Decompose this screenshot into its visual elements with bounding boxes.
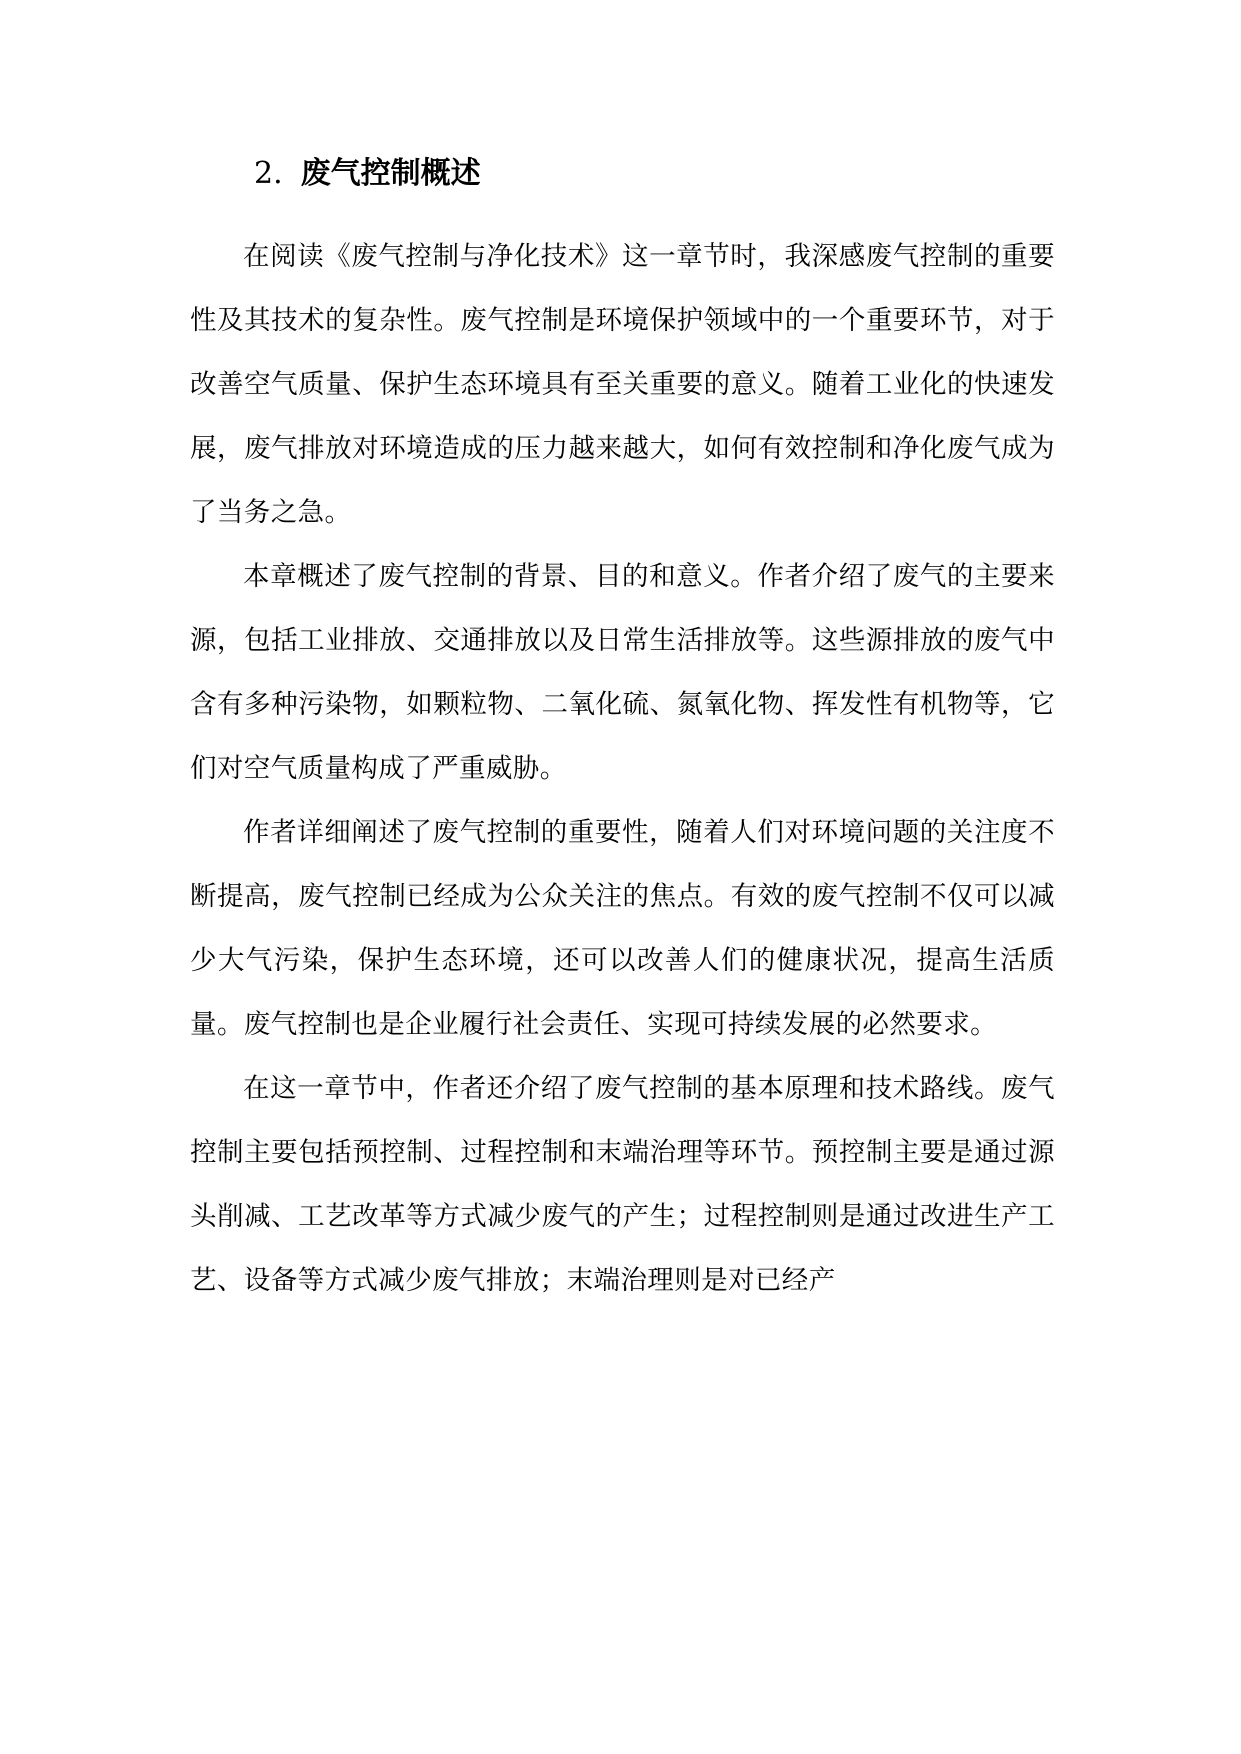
section-heading	[254, 150, 481, 198]
section-title: 废气控制概述	[300, 156, 481, 191]
paragraph-intro: 在阅读《废气控制与净化技术》这一章节时，我深感废气控制的重要性及其技术的复杂性。废气控制是环境保护领域中的一个重要环节，对于改善空气质量、保护生态环境具有至关重要的意义。随着工业化的快速发展，废气排放对环境造成的压力越来越大，如何有效控制和净化废气成为了当务之急。	[190, 241, 1055, 528]
paragraph-principles: 在这一章节中，作者还介绍了废气控制的基本原理和技术路线。废气控制主要包括预控制、过程控制和末端治理等环节。预控制主要是通过源头削减、工艺改革等方式减少废气的产生；过程控制则是通过改进生产工艺、设备等方式减少废气排放；末端治理则是对已经产	[190, 1073, 1055, 1296]
paragraph-importance: 作者详细阐述了废气控制的重要性，随着人们对环境问题的关注度不断提高，废气控制已经成为公众关注的焦点。有效的废气控制不仅可以减少大气污染，保护生态环境，还可以改善人们的健康状况，提高生活质量。废气控制也是企业履行社会责任、实现可持续发展的必然要求。	[190, 817, 1055, 1040]
paragraph-background: 本章概述了废气控制的背景、目的和意义。作者介绍了废气的主要来源，包括工业排放、交通排放以及日常生活排放等。这些源排放的废气中含有多种污染物，如颗粒物、二氧化硫、氮氧化物、挥发性有机物等，它们对空气质量构成了严重威胁。	[190, 561, 1055, 784]
section-number: 2.	[254, 156, 283, 191]
body-text	[190, 225, 1055, 1313]
